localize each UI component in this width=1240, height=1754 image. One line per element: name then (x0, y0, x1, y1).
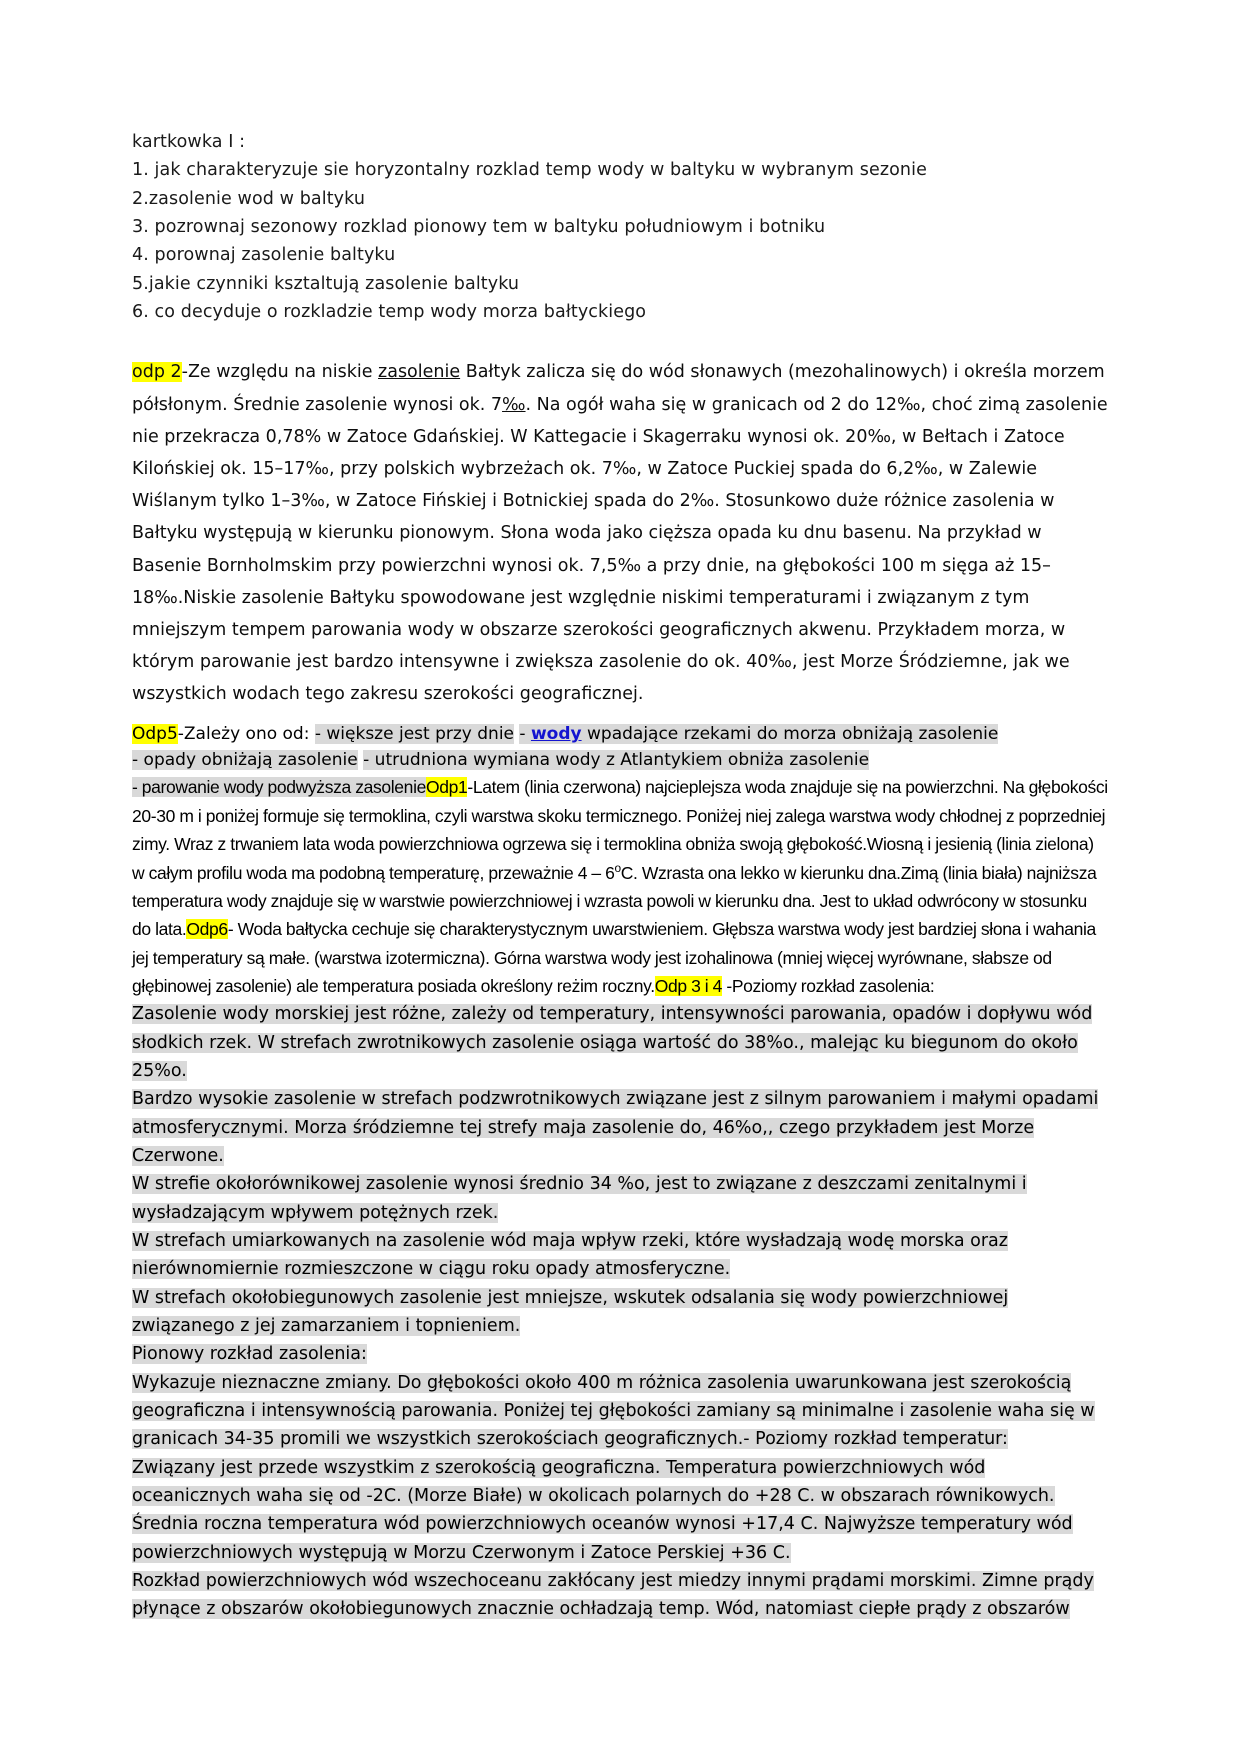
temperature-paragraph-1-text: Związany jest przede wszystkim z szerokością geograficzna. Temperatura powierzchniowych wód oceanicznych waha się od -2C. (Morze Białe) w okolicach polarnych do +28 C. w obszarach równikowych. Średnia roczna temperatura wód powierzchniowych oceanów wynosi +17,4 C. Najwyższe temperatury wód powierzchniowych występują w Morzu Czerwonym i Zatoce Perskiej +36 C. (132, 1457, 1073, 1563)
question-item-3: 3. pozrownaj sezonowy rozklad pionowy tem w baltyku południowym i botniku (132, 217, 826, 238)
document-title: kartkowka I : (132, 132, 246, 152)
answer-34-paragraph-1-text: Zasolenie wody morskiej jest różne, zależy od temperatury, intensywności parowania, opadów i dopływu wód słodkich rzek. W strefach zwrotnikowych zasolenie osiąga wartość do 38%o., malejąc ku biegunom do około 25%o. (132, 1004, 1093, 1081)
answer-34-marker: Odp 3 i 4 (654, 975, 723, 996)
answer-5-marker: Odp5 (132, 724, 178, 745)
answer-5-item-5-text: - parowanie wody podwyższa zasolenie (132, 777, 426, 798)
answer-5-item-1 (315, 722, 514, 748)
answer-5-item-4 (363, 748, 869, 774)
answer-34-paragraph-2 (132, 1085, 1108, 1170)
question-item-4: 4. porownaj zasolenie baltyku (132, 245, 396, 266)
temperature-paragraph-1 (132, 1454, 1108, 1567)
question-item-6: 6. co decyduje o rozkladzie temp wody morza bałtyckiego (132, 302, 647, 323)
answer-1-text: -Latem (linia czerwona) najcieplejsza woda znajduje się na powierzchni. Na głębokości 20-30 m i poniżej formuje się termoklina, czyli warstwa skoku termicznego. Poniżej niej zalega warstwa wody chłodnej z poprzedniej zimy. Wraz z trwaniem lata woda powierzchniowa ogrzewa się i termoklina obniża swoją głębokość.Wiosną i jesienią (linia zielona) w całym profilu woda ma podobną temperaturę, przeważnie 4 – 6 (132, 777, 1108, 883)
answer-5-item-2 (519, 722, 998, 748)
answer-5-item-3 (132, 748, 358, 774)
answer-5-item-2-rest: wpadające rzekami do morza obniżają zasolenie (581, 724, 999, 745)
answer-34-paragraph-2-text: Bardzo wysokie zasolenie w strefach podzwrotnikowych związane jest z silnym parowaniem i małymi opadami atmosferycznymi. Morza śródziemne tej strefy maja zasolenie do, 46%o,, czego przykładem jest Morze Czerwone. (132, 1089, 1099, 1166)
answer-2-link-word[interactable]: zasolenie (378, 362, 461, 383)
answer-34-paragraph-4 (132, 1227, 1108, 1284)
answer-1-and-6-block (132, 773, 1108, 1000)
answer-1-text-after: C. Wzrasta ona lekko w kierunku dna.Zimą (linia biała) najniższa temperatura wody znajduje się w warstwie powierzchniowej i wzrasta powoli w kierunku dna. Jest to układ odwrócony w stosunku do lata. (132, 862, 1097, 940)
answer-34-paragraph-5 (132, 1284, 1108, 1341)
answer-5-heading (132, 722, 309, 748)
vertical-salinity-heading (132, 1340, 1108, 1368)
answer-5-item-1-text: - większe jest przy dnie (314, 724, 514, 745)
vertical-salinity-text: Wykazuje nieznaczne zmiany. Do głębokości około 400 m różnica zasolenia uwarunkowana jest szerokością geograficzna i intensywnością parowania. Poniżej tej głębokości zamiany są minimalne i zasolenie waha się w granicach 34-35 promili we wszystkich szerokościach geograficznych. (132, 1372, 1095, 1450)
answer-2-body-1: Bałtyk zalicza się do wód słonawych (mezohalinowych) i określa morzem półsłonym. Średnie zasolenie wynosi ok. 7 (132, 362, 1105, 415)
answer-6-text: - Woda bałtycka cechuje się charakterystycznym uwarstwieniem. Głębsza warstwa wody jest bardziej słona i wahania jej temperatury są małe. (warstwa izotermiczna). Górna warstwa wody jest izohalinowa (mniej więcej wyrównane, słabsze od głębinowej zasolenie) ale temperatura posiada określony reżim roczny. (132, 919, 1096, 996)
answer-2-body-2: . Na ogół waha się w granicach od 2 do 12‰, choć zimą zasolenie nie przekracza 0,78% w Zatoce Gdańskiej. W Kattegacie i Skagerraku wynosi ok. 20‰, w Bełtach i Zatoce Kilońskiej ok. 15–17‰, przy polskich wybrzeżach ok. 7‰, w Zatoce Puckiej spada do 6,2‰, w Zalewie Wiślanym tylko 1–3‰, w Zatoce Fińskiej i Botnickiej spada do 2‰. Stosunkowo duże różnice zasolenia w Bałtyku występują w kierunku pionowym. Słona woda jako cięższa opada ku dnu basenu. Na przykład w Basenie Bornholmskim przy powierzchni wynosi ok. 7,5‰ a przy dnie, na głębokości 100 m sięga aż 15–18‰.Niskie zasolenie Bałtyku spowodowane jest względnie niskimi temperaturami i związanym z tym mniejszym tempem parowania wody w obszarze szerokości geograficznych akwenu. Przykładem morza, w którym parowanie jest bardzo intensywne i zwiększa zasolenie do ok. 40‰, jest Morze Śródziemne, jak we wszystkich wodach tego zakresu szerokości geograficznej. (132, 394, 1108, 705)
vertical-salinity-heading-text: Pionowy rozkład zasolenia: (132, 1344, 367, 1365)
answer-5-item-4-text: - utrudniona wymiana wody z Atlantykiem obniża zasolenie (363, 749, 870, 770)
question-list (132, 128, 1108, 326)
answer-34-heading-rest: -Poziomy rozkład zasolenia: (722, 975, 935, 996)
answer-1-marker: Odp1 (426, 777, 468, 798)
answer-2-marker: odp 2 (132, 362, 182, 383)
answer-34-paragraph-1 (132, 1000, 1108, 1085)
temperature-paragraph-2 (132, 1567, 1108, 1624)
answer-5-lead: -Zależy ono od: (177, 724, 310, 745)
answer-34-paragraph-3 (132, 1170, 1108, 1227)
vertical-salinity-paragraph (132, 1369, 1108, 1454)
answer-34-paragraph-5-text: W strefach okołobiegunowych zasolenie jest mniejsze, wskutek odsalania się wody powierzchniowej związanego z jej zamarzaniem i topnieniem. (132, 1287, 1009, 1336)
answer-5-item-2-text: - wody wpadające rzekami do morza obniżają zasolenie (519, 724, 999, 745)
question-item-1: 1. jak charakteryzuje sie horyzontalny rozklad temp wody w baltyku w wybranym sezonie (132, 160, 927, 181)
answer-34-paragraph-4-text: W strefach umiarkowanych na zasolenie wód maja wpływ rzeki, które wysładzają wodę morska oraz nierównomiernie rozmieszczone w ciągu roku opady atmosferyczne. (132, 1230, 1008, 1280)
question-item-5: 5.jakie czynniki ksztaltują zasolenie baltyku (132, 273, 520, 294)
question-item-2: 2.zasolenie wod w baltyku (132, 188, 366, 209)
permille-underlined: ‰ (502, 394, 526, 415)
answer-34-paragraph-3-text: W strefie okołorównikowej zasolenie wynosi średnio 34 %o, jest to związane z deszczami zenitalnymi i wysładzającym wpływem potężnych rzek. (132, 1174, 1027, 1223)
horizontal-temp-heading-prefix: - (743, 1429, 756, 1450)
horizontal-temp-heading: Poziomy rozkład temperatur: (755, 1429, 1008, 1450)
temperature-paragraph-2-text: Rozkład powierzchniowych wód wszechoceanu zakłócany jest miedzy innymi prądami morskimi. Zimne prądy płynące z obszarów okołobiegunowych znacznie ochładzają temp. Wód, natomiast ciepłe prądy z obszarów (132, 1571, 1094, 1620)
answer-5-block (132, 722, 1108, 773)
degree-superscript: o (614, 860, 621, 875)
answer-6-marker: Odp6 (186, 919, 228, 940)
wody-link[interactable]: wody (530, 724, 582, 745)
answer-2-paragraph (132, 356, 1108, 710)
answer-5-item-3-text: - opady obniżają zasolenie (132, 749, 358, 770)
answer-2-lead: -Ze względu na niskie (181, 362, 379, 383)
